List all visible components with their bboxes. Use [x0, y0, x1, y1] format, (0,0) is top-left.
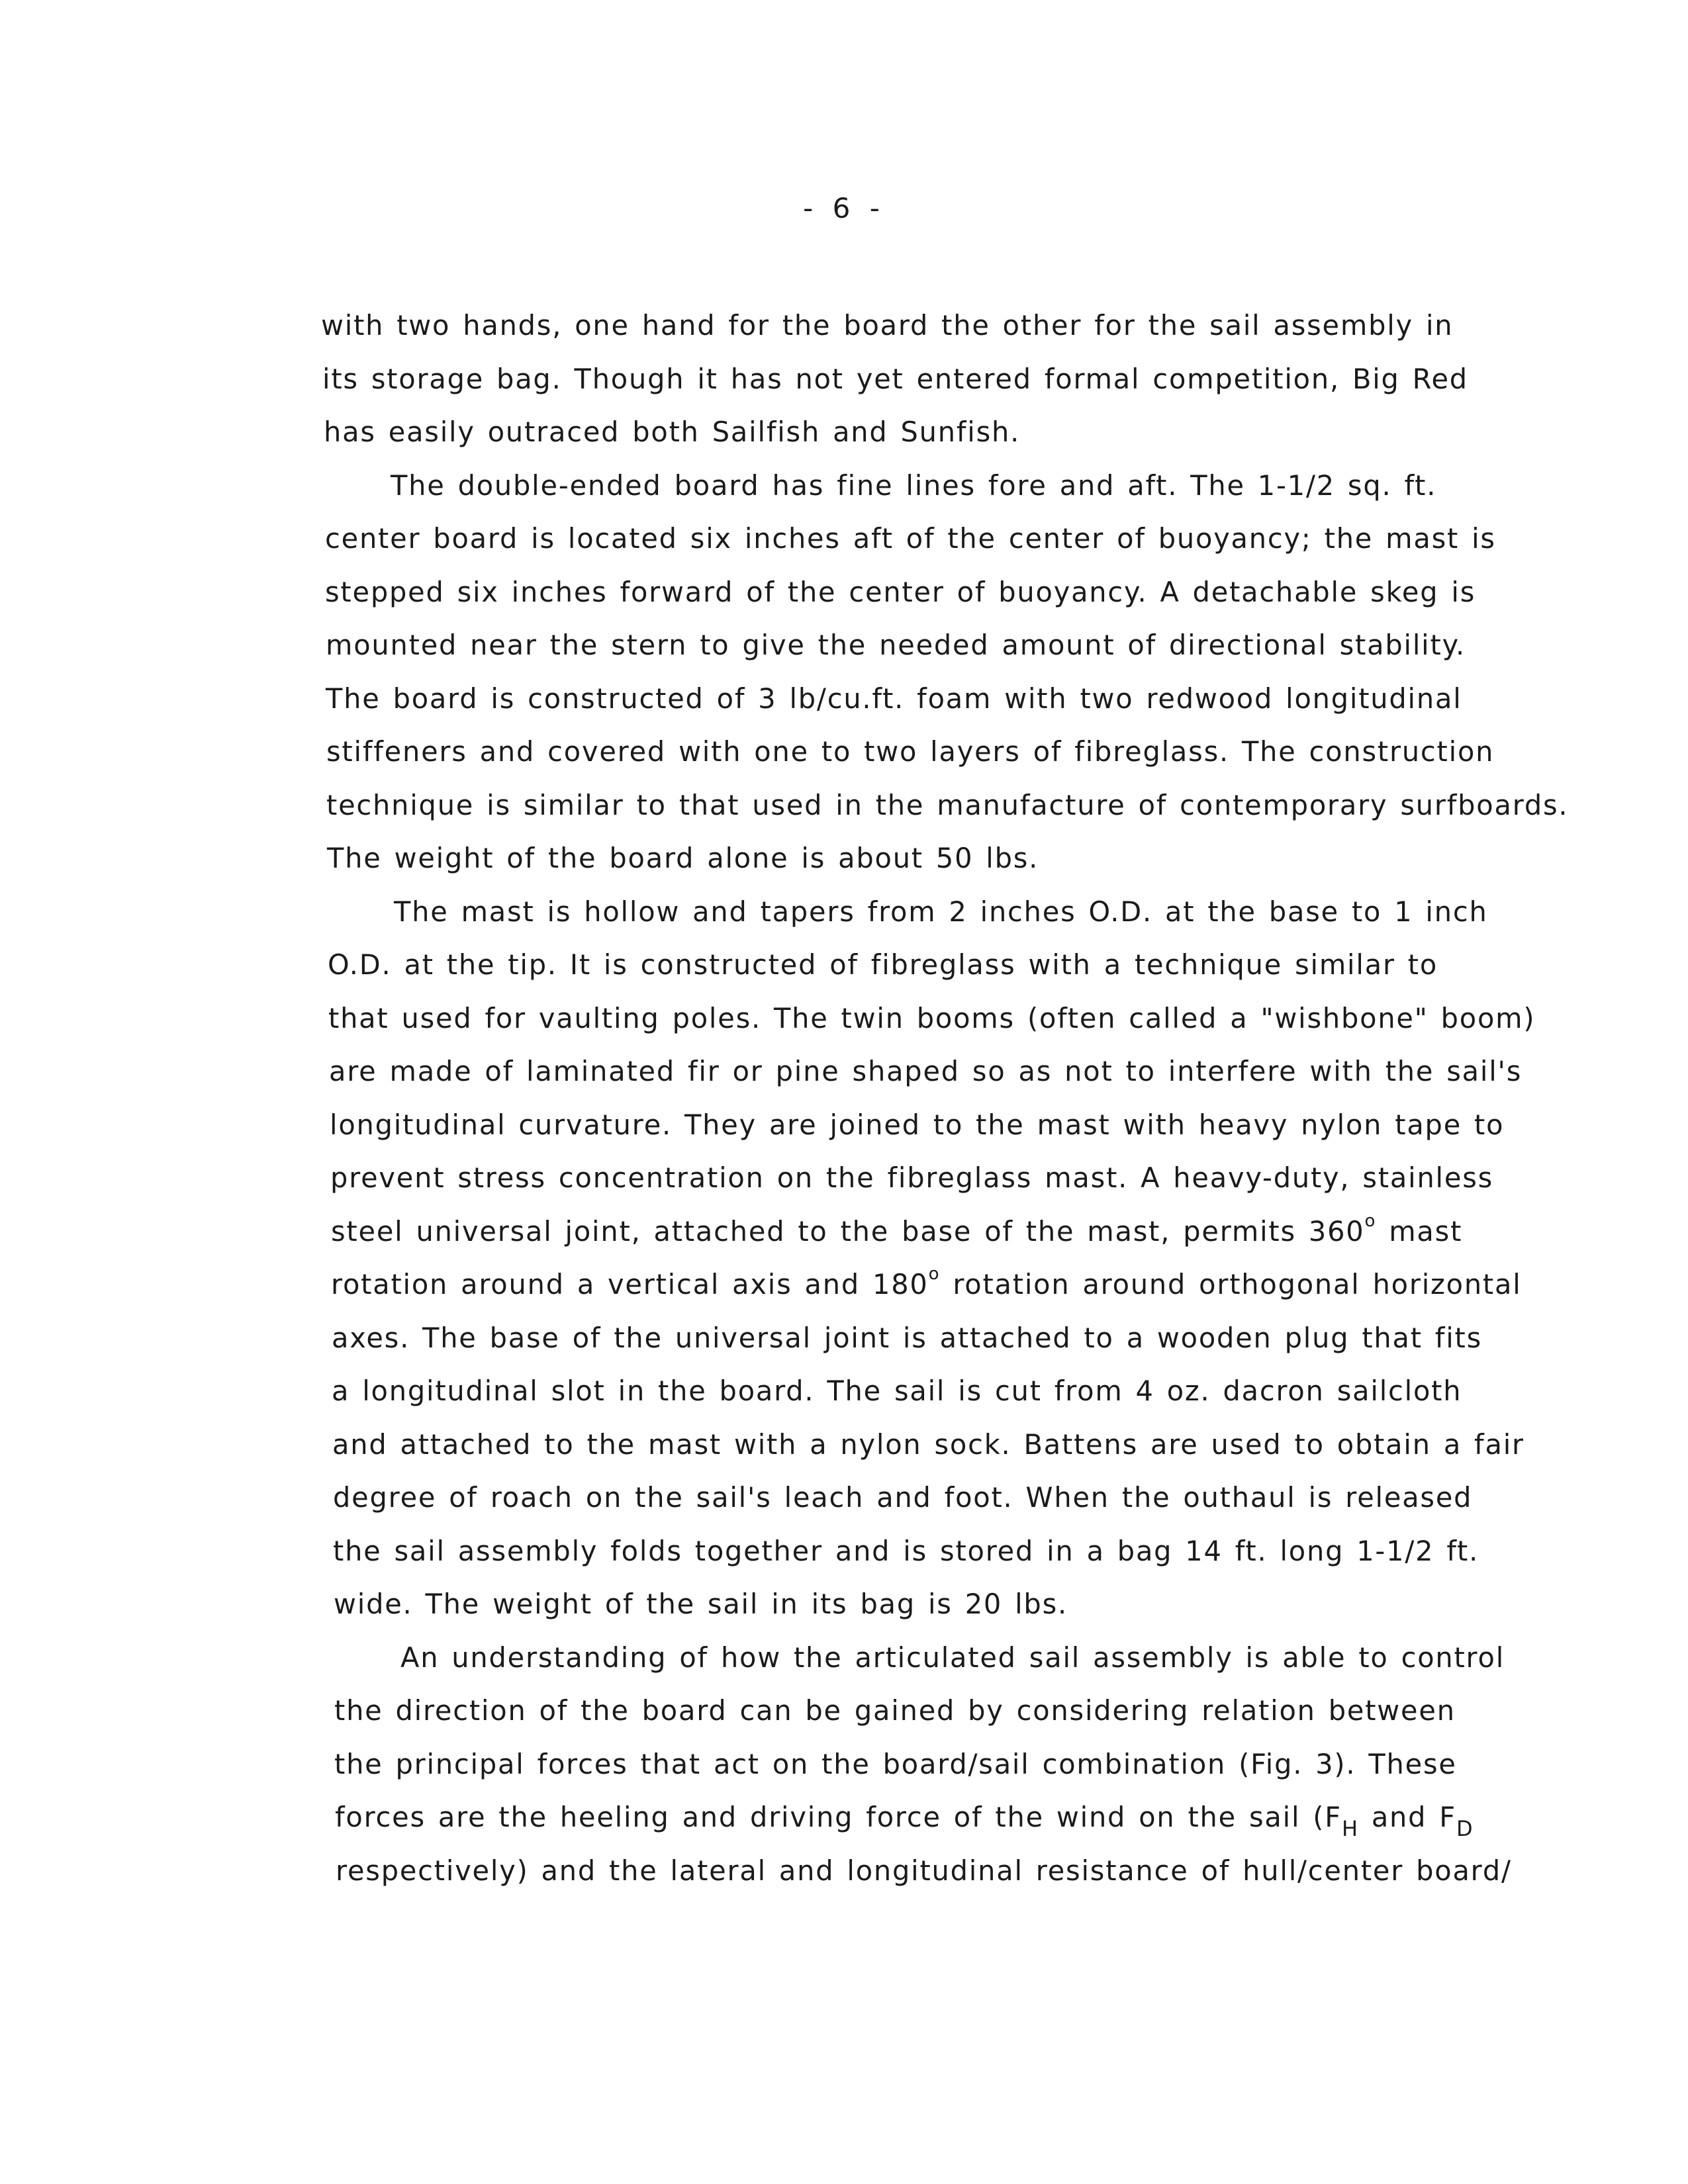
degree-superscript: o	[928, 1264, 941, 1284]
text-line: The board is constructed of 3 lb/cu.ft. foam with two redwood longitudinal	[326, 682, 1462, 715]
text-segment: steel universal joint, attached to the base of the mast, permits 360	[331, 1214, 1365, 1248]
text-line: the principal forces that act on the board/sail combination (Fig. 3). These	[334, 1747, 1457, 1780]
text-line: longitudinal curvature. They are joined to the mast with heavy nylon tape to	[330, 1108, 1505, 1141]
subscript-h: H	[1341, 1816, 1359, 1841]
text-line	[321, 1791, 1474, 1844]
text-segment: and F	[1358, 1801, 1456, 1833]
text-line: axes. The base of the universal joint is attached to a wooden plug that fits	[332, 1321, 1483, 1354]
page-number: - 6 -	[803, 192, 885, 224]
text-line	[321, 1258, 1522, 1312]
text-line: An understanding of how the articulated sail assembly is able to control	[400, 1641, 1505, 1674]
text-line: technique is similar to that used in the manufacture of contemporary surfboards.	[326, 788, 1569, 821]
text-segment: rotation around orthogonal horizontal	[940, 1268, 1522, 1300]
text-line: respectively) and the lateral and longitudinal resistance of hull/center board/	[336, 1854, 1512, 1887]
text-line: stiffeners and covered with one to two layers of fibreglass. The construction	[326, 735, 1495, 768]
body-text	[321, 299, 1569, 1897]
text-line: The double-ended board has fine lines fore and aft. The 1-1/2 sq. ft.	[391, 469, 1437, 502]
text-segment: rotation around a vertical axis and 180	[331, 1268, 929, 1300]
text-line: The weight of the board alone is about 50 lbs.	[327, 842, 1039, 874]
text-line: that used for vaulting poles. The twin booms (often called a "wishbone" boom)	[328, 1001, 1536, 1034]
text-segment: mast	[1376, 1214, 1463, 1248]
degree-superscript: o	[1364, 1210, 1377, 1231]
subscript-d: D	[1456, 1816, 1474, 1841]
text-line: has easily outraced both Sailfish and Sunfish.	[324, 416, 1021, 448]
text-line: stepped six inches forward of the center of buoyancy. A detachable skeg is	[325, 575, 1476, 608]
text-line: the direction of the board can be gained by considering relation between	[334, 1694, 1456, 1727]
text-line: mounted near the stern to give the needed amount of directional stability.	[326, 629, 1466, 661]
text-line	[321, 1205, 1463, 1259]
text-line: its storage bag. Though it has not yet entered formal competition, Big Red	[322, 362, 1468, 395]
text-line: the sail assembly folds together and is stored in a bag 14 ft. long 1-1/2 ft.	[333, 1534, 1479, 1567]
text-line: with two hands, one hand for the board the other for the sail assembly in	[321, 309, 1454, 341]
text-line: center board is located six inches aft of the center of buoyancy; the mast is	[325, 522, 1496, 555]
text-segment: forces are the heeling and driving force of the wind on the sail (F	[335, 1801, 1342, 1833]
text-line: are made of laminated fir or pine shaped so as not to interfere with the sail's	[329, 1055, 1523, 1087]
text-line: prevent stress concentration on the fibreglass mast. A heavy-duty, stainless	[330, 1161, 1494, 1194]
text-line: O.D. at the tip. It is constructed of fibreglass with a technique similar to	[328, 948, 1438, 981]
text-line: a longitudinal slot in the board. The sail is cut from 4 oz. dacron sailcloth	[332, 1375, 1462, 1407]
text-line: and attached to the mast with a nylon sock. Battens are used to obtain a fair	[332, 1428, 1524, 1461]
text-line: wide. The weight of the sail in its bag is 20 lbs.	[334, 1588, 1068, 1620]
text-line: The mast is hollow and tapers from 2 inches O.D. at the base to 1 inch	[394, 895, 1488, 928]
text-line: degree of roach on the sail's leach and foot. When the outhaul is released	[333, 1481, 1473, 1514]
